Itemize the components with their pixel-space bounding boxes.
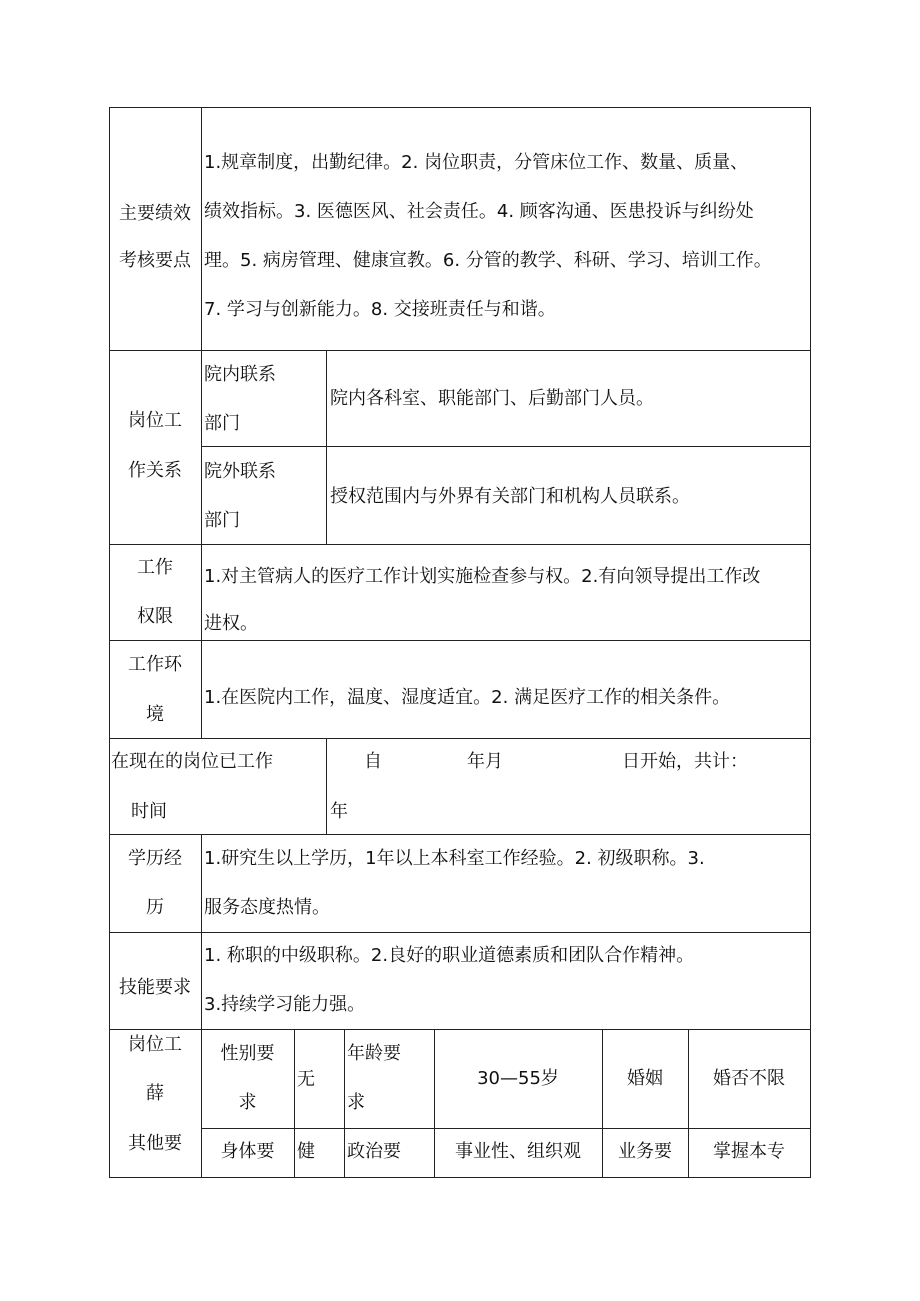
row-divider [109,834,811,835]
education-label-line1: 学历经 [128,848,182,869]
other-col-divider [344,1029,345,1178]
skills-text-line1: 1. 称职的中级职称。2.良好的职业道德素质和团队合作精神。 [204,945,695,966]
tenure-from: 自 [364,751,382,772]
authority-text-line1: 1.对主管病人的医疗工作计划实施检查参与权。2.有向领导提出工作改 [204,566,761,587]
table-border-top [109,107,811,108]
business-label: 业务要 [618,1141,672,1162]
relations-label-line2: 作关系 [128,460,182,481]
row-divider [109,350,811,351]
education-text-line2: 服务态度热情。 [204,897,330,918]
environment-text: 1.在医院内工作，温度、湿度适宜。2. 满足医疗工作的相关条件。 [204,687,731,708]
performance-text-line1: 1.规章制度，出勤纪律。2. 岗位职责，分管床位工作、数量、质量、 [204,152,749,173]
row-divider [201,1128,811,1129]
label-column-divider [201,107,202,738]
marriage-value: 婚否不限 [713,1068,785,1089]
other-col-divider [294,1029,295,1178]
age-label-line2: 求 [347,1092,365,1113]
internal-value: 院内各科室、职能部门、后勤部门人员。 [330,388,654,409]
label-column-divider [201,834,202,1178]
skills-text-line2: 3.持续学习能力强。 [204,994,366,1015]
row-divider [201,446,811,447]
external-value: 授权范围内与外界有关部门和机构人员联系。 [330,486,690,507]
gender-label-line2: 求 [238,1092,257,1113]
authority-label-line1: 工作 [137,557,173,578]
authority-text-line2: 进权。 [204,613,258,634]
other-label-line2: 薛 [146,1083,164,1104]
tenure-day-start: 日开始，共计： [622,751,748,772]
table-border-bottom [109,1177,811,1178]
marriage-label: 婚姻 [627,1068,663,1089]
age-label-line1: 年龄要 [347,1043,401,1064]
performance-text-line4: 7. 学习与创新能力。8. 交接班责任与和谐。 [204,299,556,320]
business-value: 掌握本专 [713,1141,785,1162]
row-divider [109,544,811,545]
tenure-year-month: 年月 [467,751,503,772]
environment-label-line1: 工作环 [128,654,182,675]
table-border-right [810,107,811,1178]
sub-label-divider [326,350,327,544]
external-label-line2: 部门 [204,510,240,531]
age-value: 30—55岁 [477,1068,559,1089]
internal-label-line1: 院内联系 [204,364,276,385]
politics-label: 政治要 [347,1141,401,1162]
gender-value: 无 [297,1069,315,1090]
skills-label: 技能要求 [119,977,191,998]
relations-label-line1: 岗位工 [128,410,182,431]
health-value: 健 [297,1141,315,1162]
performance-label-line1: 主要绩效 [119,203,191,224]
performance-label-line2: 考核要点 [119,250,191,271]
row-divider [109,932,811,933]
politics-value: 事业性、组织观 [455,1141,581,1162]
tenure-years: 年 [330,801,348,822]
performance-text-line3: 理。5. 病房管理、健康宣教。6. 分管的教学、科研、学习、培训工作。 [204,250,772,271]
tenure-label-line1: 在现在的岗位已工作 [111,751,273,772]
gender-label-line1: 性别要 [220,1043,275,1064]
row-divider [109,1029,811,1030]
row-divider [109,640,811,641]
other-label-line3: 其他要 [128,1133,182,1154]
tenure-divider [326,738,327,834]
performance-text-line2: 绩效指标。3. 医德医风、社会责任。4. 顾客沟通、医患投诉与纠纷处 [204,201,754,222]
other-label-line1: 岗位工 [128,1034,182,1055]
tenure-label-line2: 时间 [131,801,167,822]
authority-label-line2: 权限 [137,606,173,627]
internal-label-line2: 部门 [204,413,240,434]
environment-label-line2: 境 [146,704,164,725]
external-label-line1: 院外联系 [204,461,276,482]
health-label: 身体要 [220,1141,275,1162]
education-text-line1: 1.研究生以上学历，1年以上本科室工作经验。2. 初级职称。3. [204,848,705,869]
row-divider [109,738,811,739]
education-label-line2: 历 [146,897,164,918]
